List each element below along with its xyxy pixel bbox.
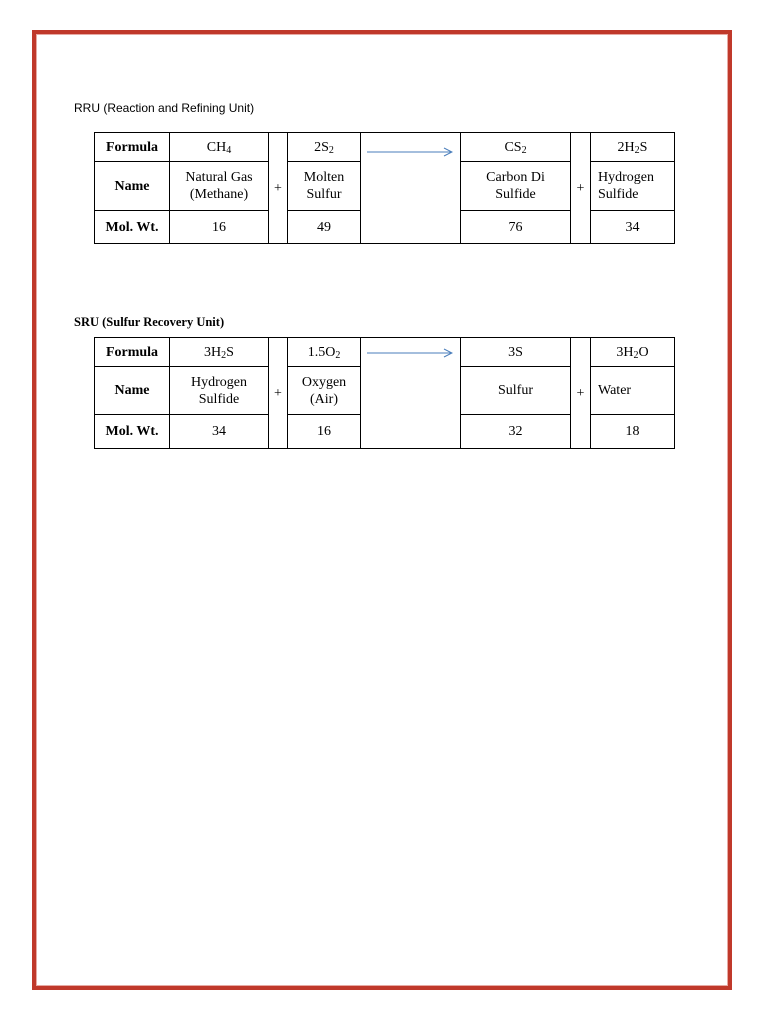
- reactant1-name: Hydrogen Sulfide: [170, 367, 269, 415]
- reactant2-formula: $1.5O_2$: [288, 338, 361, 367]
- product1-name: Carbon Di Sulfide: [461, 162, 571, 211]
- right-arrow-icon: [367, 147, 453, 157]
- reactant2-mol-wt: 49: [288, 211, 361, 244]
- reactant1-formula: $3H_2S$: [170, 338, 269, 367]
- mol-wt-label: Mol. Wt.: [95, 415, 170, 449]
- product2-formula: $3H_2O$: [591, 338, 675, 367]
- reactant1-formula: $CH_4$: [170, 133, 269, 162]
- name-label: Name: [95, 367, 170, 415]
- rru-reaction-table: [94, 132, 675, 244]
- plus-operator: +: [269, 133, 288, 244]
- reactant2-name: Molten Sulfur: [288, 162, 361, 211]
- name-label: Name: [95, 162, 170, 211]
- reactant2-mol-wt: 16: [288, 415, 361, 449]
- product1-formula: $CS_2$: [461, 133, 571, 162]
- product1-mol-wt: 76: [461, 211, 571, 244]
- sru-reaction-table: [94, 337, 675, 449]
- product2-mol-wt: 34: [591, 211, 675, 244]
- product2-name: Water: [591, 367, 675, 415]
- product1-mol-wt: 32: [461, 415, 571, 449]
- plus-operator: +: [571, 338, 591, 449]
- reaction-arrow-cell: [361, 133, 461, 244]
- reactant1-name: Natural Gas (Methane): [170, 162, 269, 211]
- reactant1-mol-wt: 34: [170, 415, 269, 449]
- product1-name: Sulfur: [461, 367, 571, 415]
- reactant2-name: Oxygen (Air): [288, 367, 361, 415]
- formula-label: Formula: [95, 338, 170, 367]
- sru-section-title: SRU (Sulfur Recovery Unit): [74, 315, 225, 329]
- rru-section-title: RRU (Reaction and Refining Unit): [74, 101, 255, 115]
- formula-row: [95, 338, 675, 367]
- product2-formula: $2H_2S$: [591, 133, 675, 162]
- formula-row: [95, 133, 675, 162]
- plus-operator: +: [269, 338, 288, 449]
- formula-label: Formula: [95, 133, 170, 162]
- plus-operator: +: [571, 133, 591, 244]
- reaction-arrow-cell: [361, 338, 461, 449]
- product2-mol-wt: 18: [591, 415, 675, 449]
- mol-wt-label: Mol. Wt.: [95, 211, 170, 244]
- product1-formula: 3S: [461, 338, 571, 367]
- reactant1-mol-wt: 16: [170, 211, 269, 244]
- right-arrow-icon: [367, 348, 453, 358]
- reactant2-formula: $2S_2$: [288, 133, 361, 162]
- product2-name: Hydrogen Sulfide: [591, 162, 675, 211]
